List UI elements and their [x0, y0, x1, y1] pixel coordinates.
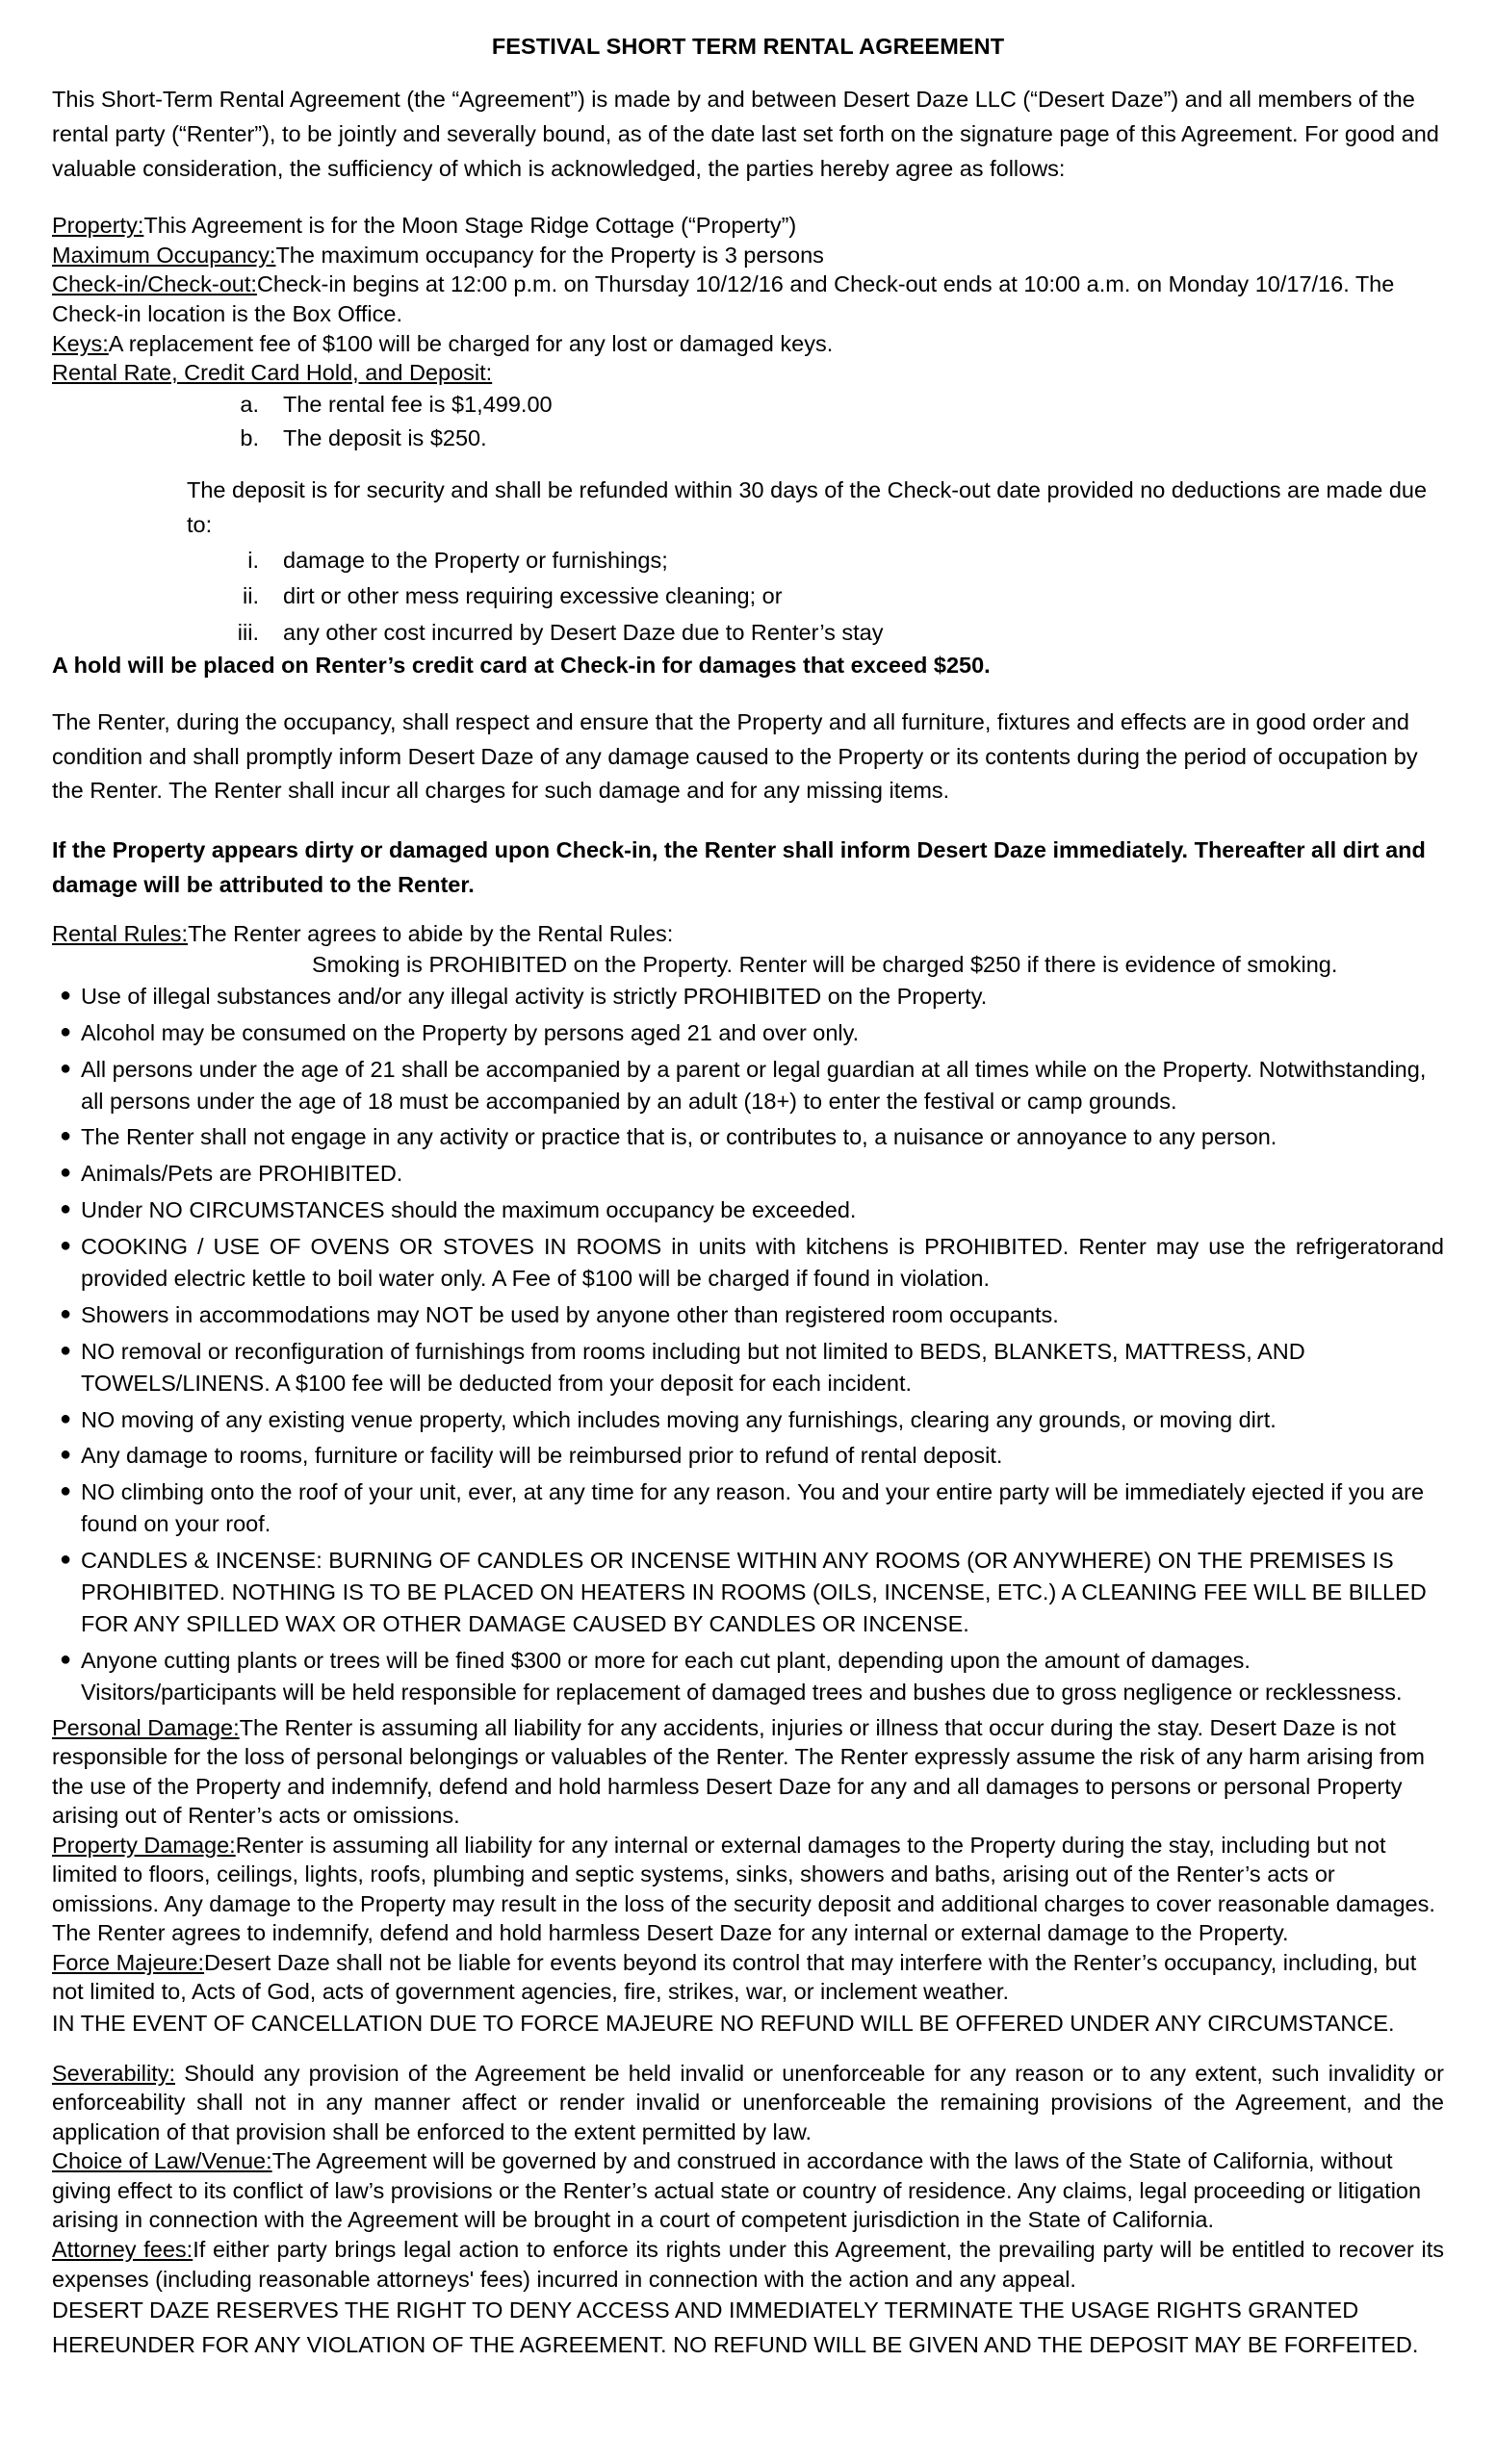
- bullet-icon: ●: [60, 1549, 72, 1571]
- clause-severability: [52, 2059, 1444, 2147]
- list-item-text: any other cost incurred by Desert Daze due to Renter’s stay: [283, 619, 884, 645]
- list-item-text: Use of illegal substances and/or any illegal activity is strictly PROHIBITED on the Property.: [81, 983, 988, 1009]
- list-item: [52, 1440, 1444, 1472]
- smoking-rule: Smoking is PROHIBITED on the Property. Renter will be charged $250 if there is evidence of smoking.: [312, 951, 1338, 977]
- clause-attorney-fees-label: Attorney fees:: [52, 2237, 193, 2263]
- clause-force-majeure-label: Force Majeure:: [52, 1949, 205, 1975]
- clause-choice-of-law: [52, 2146, 1444, 2235]
- list-marker: a.: [240, 391, 259, 417]
- bullet-icon: ●: [60, 1302, 72, 1324]
- clause-personal-damage-text: The Renter is assuming all liability for any accidents, injuries or illness that occur during the stay. Desert Daze is not responsible for the loss of personal belongings or valuables of the Renter. The Renter expressly assume the risk of any harm arising from the use of the Property and indemnify, defend and hold harmless Desert Daze for any and all damages to persons or personal Property arising out of Renter’s acts or omissions.: [52, 1714, 1425, 1829]
- spacer: [52, 808, 1444, 834]
- hold-notice: A hold will be placed on Renter’s credit card at Check-in for damages that exceed $250.: [52, 653, 991, 679]
- list-item: [52, 1404, 1444, 1436]
- list-item-text: NO climbing onto the roof of your unit, ever, at any time for any reason. You and your entire party will be immediately ejected if you are found on your roof.: [81, 1479, 1425, 1537]
- spacer: [52, 65, 1444, 83]
- term-keys: [52, 329, 1444, 359]
- care-paragraph: The Renter, during the occupancy, shall respect and ensure that the Property and all furniture, fixtures and effects are in good order and condition and shall promptly inform Desert Daze of any damage caused to the Property or its contents during the period of occupation by the Renter. The Renter shall incur all charges for such damage and for any missing items.: [52, 708, 1418, 804]
- bullet-icon: ●: [60, 1235, 72, 1257]
- list-item-text: CANDLES & INCENSE: BURNING OF CANDLES OR INCENSE WITHIN ANY ROOMS (OR ANYWHERE) ON THE PREMISES IS PROHIBITED. NOTHING IS TO BE PLACED ON HEATERS IN ROOMS (OILS, INCENSE, ETC.) A CLEANING FEE WILL BE BILLED FOR ANY SPILLED WAX OR OTHER DAMAGE CAUSED BY CANDLES OR INCENSE.: [81, 1548, 1427, 1636]
- spacer: [52, 456, 1444, 474]
- list-item-text: NO moving of any existing venue property, which includes moving any furnishings, clearing any grounds, or moving dirt.: [81, 1406, 1277, 1432]
- list-item: [52, 1158, 1444, 1190]
- list-item: [52, 1194, 1444, 1226]
- list-item-text: Alcohol may be consumed on the Property by persons aged 21 and over only.: [81, 1019, 860, 1045]
- clause-personal-damage: [52, 1713, 1444, 1831]
- list-item-text: Showers in accommodations may NOT be used by anyone other than registered room occupants.: [81, 1301, 1059, 1327]
- list-item-text: The Renter shall not engage in any activity or practice that is, or contributes to, a nuisance or annoyance to any person.: [81, 1124, 1277, 1150]
- clause-property-damage-label: Property Damage:: [52, 1832, 236, 1858]
- clause-attorney-fees-text: If either party brings legal action to enforce its rights under this Agreement, the prevailing party will be entitled to recover its expenses (including reasonable attorneys' fees) incurred in connection with the action and any appeal.: [52, 2237, 1444, 2292]
- bullet-icon: ●: [60, 1648, 72, 1670]
- bullet-icon: ●: [60, 1020, 72, 1042]
- term-keys-text: A replacement fee of $100 will be charged for any lost or damaged keys.: [108, 330, 834, 356]
- term-occupancy-label: Maximum Occupancy:: [52, 242, 276, 268]
- clause-severability-text: Should any provision of the Agreement be held invalid or unenforceable for any reason or to any extent, such invalidity or enforceability shall not in any manner affect or render invalid or unenforceable the remaining provisions of the Agreement, and the application of that provision shall be enforced to the extent permitted by law.: [52, 2060, 1444, 2144]
- bullet-icon: ●: [60, 1198, 72, 1220]
- term-checkin-text: Check-in begins at 12:00 p.m. on Thursday 10/12/16 and Check-out ends at 10:00 a.m. on Monday 10/17/16. The Check-in location is the Box Office.: [52, 271, 1395, 326]
- list-item: [52, 1299, 1444, 1331]
- bullet-icon: ●: [60, 1057, 72, 1079]
- clause-force-majeure: [52, 1948, 1444, 2007]
- bullet-icon: ●: [60, 1339, 72, 1361]
- bullet-icon: ●: [60, 1480, 72, 1502]
- clause-property-damage-text: Renter is assuming all liability for any internal or external damages to the Property during the stay, including but not limited to floors, ceilings, lights, roofs, plumbing and septic systems, sinks, showers and baths, arising out of the Renter’s acts or omissions. Any damage to the Property may result in the loss of the security deposit and additional charges to cover reasonable damages. The Renter agrees to indemnify, defend and hold harmless Desert Daze for any internal or external damage to the Property.: [52, 1832, 1435, 1946]
- list-item: [52, 1645, 1444, 1708]
- term-checkin-label: Check-in/Check-out:: [52, 271, 257, 297]
- list-marker: b.: [240, 425, 259, 451]
- spacer: [52, 680, 1444, 706]
- clause-attorney-fees: [52, 2235, 1444, 2294]
- term-checkin: [52, 270, 1444, 328]
- list-marker: ii.: [243, 583, 259, 609]
- list-item-text: Anyone cutting plants or trees will be fined $300 or more for each cut plant, depending upon the amount of damages. Visitors/participants will be held responsible for replacement of damaged trees and bushes due to gross negligence or recklessness.: [81, 1647, 1403, 1705]
- list-item: [52, 615, 1444, 652]
- bullet-icon: ●: [60, 984, 72, 1006]
- final-notice: DESERT DAZE RESERVES THE RIGHT TO DENY ACCESS AND IMMEDIATELY TERMINATE THE USAGE RIGHTS GRANTED HEREUNDER FOR ANY VIOLATION OF THE AGREEMENT. NO REFUND WILL BE GIVEN AND THE DEPOSIT MAY BE FORFEITED.: [52, 2297, 1419, 2357]
- clause-force-majeure-text: Desert Daze shall not be liable for events beyond its control that may interfere with the Renter’s occupancy, including, but not limited to, Acts of God, acts of government agencies, fire, strikes, war, or inclement weather.: [52, 1949, 1417, 2005]
- list-item-text: dirt or other mess requiring excessive cleaning; or: [283, 583, 783, 609]
- term-property: [52, 211, 1444, 241]
- list-item-text: Any damage to rooms, furniture or facility will be reimbursed prior to refund of rental deposit.: [81, 1443, 1003, 1469]
- list-item: [52, 1476, 1444, 1540]
- term-keys-label: Keys:: [52, 330, 109, 356]
- list-item-text: Animals/Pets are PROHIBITED.: [81, 1161, 403, 1187]
- page-title: FESTIVAL SHORT TERM RENTAL AGREEMENT: [491, 34, 1005, 59]
- list-item-text: NO removal or reconfiguration of furnishings from rooms including but not limited to BEDS, BLANKETS, MATTRESS, AND TOWELS/LINENS. A $100 fee will be deducted from your deposit for each incident.: [81, 1338, 1305, 1396]
- spacer: [52, 2041, 1444, 2059]
- term-rate-label: [52, 358, 1444, 388]
- term-rate-label-text: Rental Rate, Credit Card Hold, and Deposit:: [52, 360, 493, 386]
- rental-rules-list: [52, 981, 1444, 1708]
- list-item: [52, 1336, 1444, 1399]
- list-item-text: All persons under the age of 21 shall be accompanied by a parent or legal guardian at all times while on the Property. Notwithstanding, all persons under the age of 18 must be accompanied by an adult (18+) to enter the festival or camp grounds.: [81, 1056, 1427, 1114]
- list-item: [52, 1545, 1444, 1640]
- clause-choice-of-law-label: Choice of Law/Venue:: [52, 2148, 272, 2174]
- list-item: [52, 543, 1444, 579]
- list-item-text: COOKING / USE OF OVENS OR STOVES IN ROOMS in units with kitchens is PROHIBITED. Renter may use the refrigeratorand provided electric kettle to boil water only. A Fee of $100 will be charged if found in violation.: [81, 1234, 1444, 1291]
- list-item-text: damage to the Property or furnishings;: [283, 547, 668, 573]
- list-item: [52, 578, 1444, 615]
- list-item: [52, 422, 1444, 456]
- rental-rules-label: Rental Rules:: [52, 921, 189, 947]
- bullet-icon: ●: [60, 1407, 72, 1429]
- list-item: [52, 1054, 1444, 1117]
- list-item: [52, 1231, 1444, 1295]
- clause-property-damage: [52, 1831, 1444, 1948]
- spacer: [52, 902, 1444, 919]
- term-property-text: This Agreement is for the Moon Stage Ridge Cottage (“Property”): [143, 213, 797, 239]
- rate-list: [52, 388, 1444, 456]
- rental-rules-intro: The Renter agrees to abide by the Rental Rules:: [188, 921, 674, 947]
- clause-choice-of-law-text: The Agreement will be governed by and construed in accordance with the laws of the State of California, without giving effect to its conflict of law’s provisions or the Renter’s actual state or country of residence. Any claims, legal proceeding or litigation arising in connection with the Agreement will be brought in a court of competent jurisdiction in the State of California.: [52, 2148, 1422, 2233]
- spacer: [52, 186, 1444, 211]
- clause-severability-label: Severability:: [52, 2060, 175, 2086]
- clause-personal-damage-label: Personal Damage:: [52, 1714, 240, 1740]
- rental-rules-heading: [52, 919, 1444, 949]
- list-item: [52, 1121, 1444, 1153]
- bullet-icon: ●: [60, 1125, 72, 1147]
- list-item-text: Under NO CIRCUMSTANCES should the maximum occupancy be exceeded.: [81, 1197, 857, 1223]
- term-property-label: Property:: [52, 213, 144, 239]
- cancellation-notice: IN THE EVENT OF CANCELLATION DUE TO FORCE MAJEURE NO REFUND WILL BE OFFERED UNDER ANY CIRCUMSTANCE.: [52, 2011, 1395, 2037]
- bullet-icon: ●: [60, 1162, 72, 1184]
- preamble-paragraph: This Short-Term Rental Agreement (the “Agreement”) is made by and between Desert Daze LLC (“Desert Daze”) and all members of the rental party (“Renter”), to be jointly and severally bound, as of the date last set forth on the signature page of this Agreement. For good and valuable consideration, the sufficiency of which is acknowledged, the parties hereby agree as follows:: [52, 87, 1439, 181]
- bullet-icon: ●: [60, 1444, 72, 1466]
- list-item: [52, 388, 1444, 423]
- list-item-text: The rental fee is $1,499.00: [283, 391, 553, 417]
- list-item-text: The deposit is $250.: [283, 425, 487, 451]
- list-marker: i.: [247, 547, 259, 573]
- deposit-paragraph: The deposit is for security and shall be refunded within 30 days of the Check-out date provided no deductions are made due to:: [187, 477, 1428, 537]
- list-marker: iii.: [237, 619, 259, 645]
- deduction-list: [52, 543, 1444, 652]
- term-occupancy: [52, 241, 1444, 270]
- list-item: [52, 981, 1444, 1013]
- term-occupancy-text: The maximum occupancy for the Property is 3 persons: [275, 242, 824, 268]
- dirty-notice: If the Property appears dirty or damaged upon Check-in, the Renter shall inform Desert Daze immediately. Thereafter all dirt and damage will be attributed to the Renter.: [52, 836, 1426, 897]
- list-item: [52, 1017, 1444, 1049]
